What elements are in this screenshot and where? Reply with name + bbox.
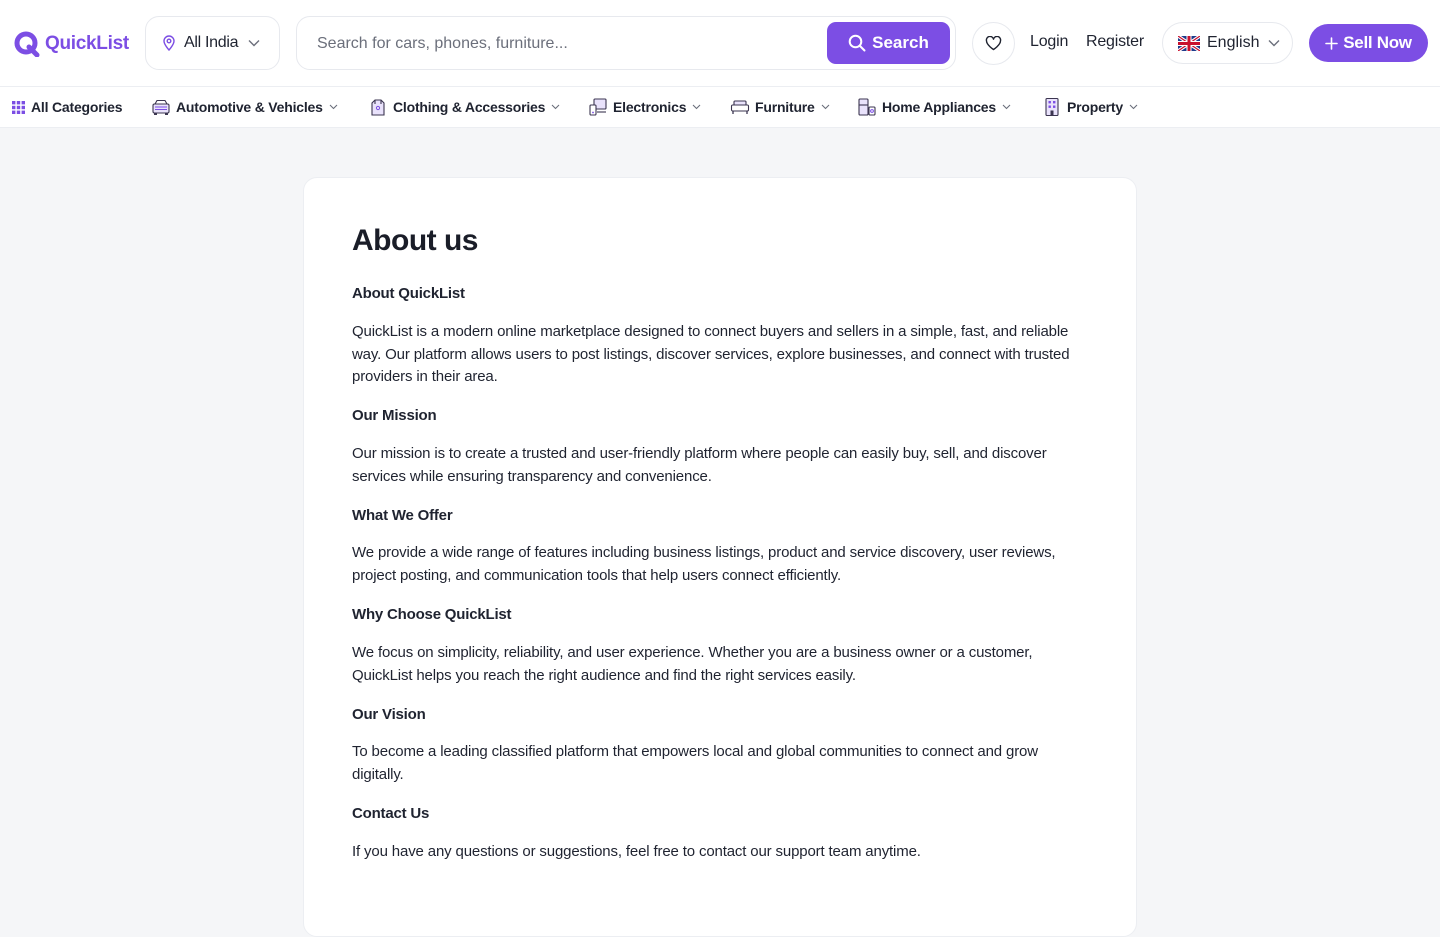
section-paragraph: We provide a wide range of features including business listings, product and service discovery, user reviews, project posting, and communication tools that help users connect efficiently. [352,544,1056,584]
category-label: Clothing & Accessories [393,99,546,115]
category-label: Property [1067,99,1123,115]
section-heading: Why Choose QuickList [352,606,512,623]
language-label: English [1207,34,1260,51]
section-paragraph: We focus on simplicity, reliability, and user experience. Whether you are a business owner or a customer, QuickList helps you reach the right audience and find the right services easily. [352,644,1033,684]
language-selector[interactable] [1162,22,1293,64]
car-icon [151,97,171,117]
section-heading: Our Vision [352,706,426,723]
section-paragraph: Our mission is to create a trusted and user-friendly platform where people can easily buy, sell, and discover services while ensuring transparency and convenience. [352,445,1047,485]
section-heading: What We Offer [352,507,453,524]
location-label: All India [184,34,239,51]
appliance-icon [857,97,877,117]
sofa-icon [730,97,750,117]
register-link[interactable]: Register [1086,33,1144,50]
location-pin-icon [162,35,176,51]
logo-text: QuickList [45,33,129,54]
category-label: All Categories [31,99,123,115]
chevron-down-icon [821,104,830,110]
search-bar [296,16,956,70]
category-all[interactable] [12,87,122,127]
section-heading: Contact Us [352,805,430,822]
section-heading: About QuickList [352,285,465,302]
grid-icon [12,101,25,114]
heart-icon [985,36,1002,51]
building-icon [1042,97,1062,117]
sell-now-label: Sell Now [1343,33,1412,52]
location-selector[interactable] [145,16,280,70]
category-electronics[interactable] [588,87,701,127]
category-furniture[interactable] [730,87,830,127]
chevron-down-icon [692,104,701,110]
electronics-icon [588,97,608,117]
category-label: Automotive & Vehicles [176,99,323,115]
favorites-button[interactable] [972,22,1015,65]
category-automotive[interactable] [151,87,338,127]
section-heading: Our Mission [352,407,437,424]
category-label: Home Appliances [882,99,996,115]
category-clothing[interactable] [368,87,560,127]
search-input[interactable] [317,32,817,56]
uk-flag-icon [1178,36,1200,51]
top-header [0,0,1440,87]
plus-icon [1325,37,1338,50]
section-paragraph: If you have any questions or suggestions, feel free to contact our support team anytime. [352,843,921,860]
chevron-down-icon [1129,104,1138,110]
category-label: Electronics [613,99,687,115]
category-label: Furniture [755,99,815,115]
section-paragraph: QuickList is a modern online marketplace designed to connect buyers and sellers in a simple, fast, and reliable way. Our platform allows users to post listings, discover services, explore businesses, and connect with trusted providers in their area. [352,323,1070,386]
section-paragraph: To become a leading classified platform that empowers local and global communities to connect and grow digitally. [352,743,1038,783]
chevron-down-icon [551,104,560,110]
page-title: About us [352,224,478,257]
about-card [303,177,1137,937]
clothing-icon [368,97,388,117]
chevron-down-icon [248,39,260,47]
search-button-label: Search [872,33,929,52]
login-link[interactable]: Login [1030,33,1069,50]
logo[interactable] [14,30,129,58]
chevron-down-icon [1268,39,1280,47]
category-home-appliances[interactable] [857,87,1011,127]
sell-now-button[interactable] [1309,24,1428,62]
chevron-down-icon [1002,104,1011,110]
category-nav [0,87,1440,128]
search-icon [848,34,866,52]
search-button[interactable] [827,22,950,64]
chevron-down-icon [329,104,338,110]
category-property[interactable] [1042,87,1138,127]
logo-icon [14,31,40,57]
